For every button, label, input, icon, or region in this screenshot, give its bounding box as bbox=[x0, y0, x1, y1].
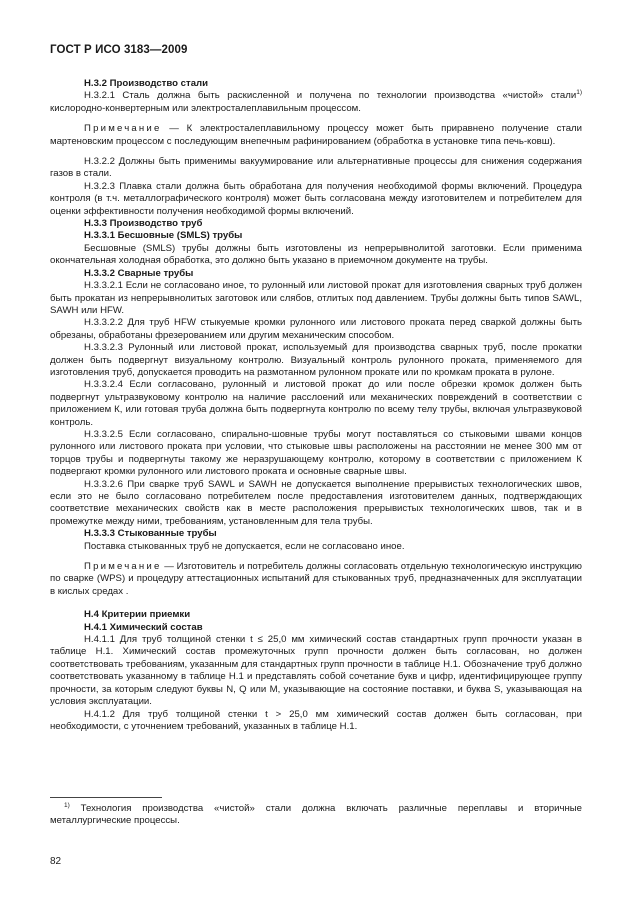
paragraph-h323: Н.3.2.3 Плавка стали должна быть обработана для получения необходимой формы включений. Процедура контроля (в т.ч. металлографического контроля) может быть согласована между изготовителем и потребителем для оценки эффективности получения необходимой формы включений. bbox=[50, 180, 582, 217]
paragraph-h3324: Н.3.3.2.4 Если согласовано, рулонный и листовой прокат до или после обрезки кромок должен быть подвергнут ультразвуковому контролю на наличие расслоений или механических повреждений в соответствии с приложением К, или готовая труба должна быть подвергнута контролю по всему телу трубы, включая ультразвуковой контроль. bbox=[50, 379, 582, 428]
paragraph-h3326: Н.3.3.2.6 При сварке труб SAWL и SAWH не допускается выполнение прерывистых технологических швов, если это не было согласовано потребителем после предоставления изготовителем данных, подтверждающих соответствие механических свойств как в месте расположения прерывистых технологических швов, так и в промежутке между ними, требованиям, установленным для тела трубы. bbox=[50, 478, 582, 527]
footnote-mark: 1) bbox=[64, 801, 70, 809]
note-1: Примечание — К электросталеплавильному процессу может быть приравнено получение стали мартеновским процессом с последующим внепечным рафинированием (обработка в установке типа печь-ковш). bbox=[50, 123, 582, 147]
paragraph-h3323: Н.3.3.2.3 Рулонный или листовой прокат, используемый для производства сварных труб, после прокатки должен быть подвергнут визуальному контролю. Визуальный контроль рулонного проката, применяемого для изготовления труб, допускается проводить на размотанном рулонном прокате или по кромкам проката в рулоне. bbox=[50, 342, 582, 378]
section-heading-h33: Н.3.3 Производство труб bbox=[84, 218, 203, 230]
paragraph-h3325: Н.3.3.2.5 Если согласовано, спирально-шовные трубы могут поставляться со стыковыми швами концов рулонного или листового проката при условии, что стыковые швы расположены на расстоянии не менее 300 мм от торцов трубы и подвергнуты такому же неразрушающему контролю, которому в соответствии с приложением К подвергают кромки рулонного или листового проката и основные сварные швы. bbox=[50, 428, 582, 478]
footnote-ref: 1) bbox=[576, 89, 582, 97]
footnote-divider bbox=[50, 797, 162, 798]
paragraph-h321: Н.3.2.1 Сталь должна быть раскисленной и получена по технологии производства «чистой» стали$^{1)}$ кислородно-конвертерным или электросталеплавильным процессом. bbox=[50, 89, 582, 114]
document-body bbox=[50, 78, 582, 733]
note-label: Примечание bbox=[84, 123, 162, 135]
document-header: ГОСТ Р ИСО 3183—2009 bbox=[50, 44, 188, 56]
section-heading-h41: Н.4.1 Химический состав bbox=[84, 621, 203, 633]
section-heading-h333: Н.3.3.3 Стыкованные трубы bbox=[84, 528, 217, 540]
paragraph-h333: Поставка стыкованных труб не допускается, если не согласовано иное. bbox=[84, 540, 405, 552]
paragraph-h331: Бесшовные (SMLS) трубы должны быть изготовлены из непрерывнолитой заготовки. Если применима окончательная холодная обработка, это должно быть указано в приемочном документе на трубы. bbox=[50, 242, 582, 267]
section-heading-h332: Н.3.3.2 Сварные трубы bbox=[84, 267, 194, 279]
section-heading-h32: Н.3.2 Производство стали bbox=[84, 78, 209, 89]
paragraph-h412: Н.4.1.2 Для труб толщиной стенки t > 25,0 мм химический состав должен быть согласован, при необходимости, с уточнением требований, указанных в таблице Н.1. bbox=[50, 708, 582, 732]
paragraph-h411: Н.4.1.1 Для труб толщиной стенки t ≤ 25,0 мм химический состав стандартных групп прочности указан в таблице Н.1. Химический состав промежуточных групп прочности должен быть согласован, но должен соответствовать требованиям, указанным для стандартных групп прочности в таблице Н.1. Обозначение труб должно соответствовать указанному в таблице Н.1 и представлять собой сочетание букв и цифр, идентифицирующее группу прочности, за которым следуют буквы N, Q или M, указывающие на состояние поставки, и буква S, указывающая на условия эксплуатации. bbox=[50, 634, 582, 708]
paragraph-h322: Н.3.2.2 Должны быть применимы вакуумирование или альтернативные процессы для снижения содержания газов в стали. bbox=[50, 156, 582, 180]
note-label: Примечание bbox=[84, 561, 162, 573]
section-heading-h4: Н.4 Критерии приемки bbox=[84, 609, 191, 621]
paragraph-h3322: Н.3.3.2.2 Для труб HFW стыкуемые кромки рулонного или листового проката перед сваркой должны быть обрезаны, обработаны фрезерованием или другим механическим способом. bbox=[50, 317, 582, 341]
section-heading-h331: Н.3.3.1 Бесшовные (SMLS) трубы bbox=[84, 230, 243, 242]
paragraph-h3321: Н.3.3.2.1 Если не согласовано иное, то рулонный или листовой прокат для изготовления сварных труб должен быть прокатан из непрерывнолитых заготовок или слябов, отлитых под давлением. Трубы должны быть типов SAWL, SAWH или HFW. bbox=[50, 280, 582, 316]
page-number: 82 bbox=[50, 856, 62, 867]
footnote-text: Технология производства «чистой» стали должна включать различные переплавы и вторичные металлургические процессы. bbox=[50, 803, 582, 827]
note-2: Примечание — Изготовитель и потребитель должны согласовать отдельную технологическую инструкцию по сварке (WPS) и процедуру аттестационных испытаний для стыкованных труб, предназначенных для эксплуатации в кислых средах . bbox=[50, 561, 582, 597]
footnote bbox=[50, 803, 582, 828]
